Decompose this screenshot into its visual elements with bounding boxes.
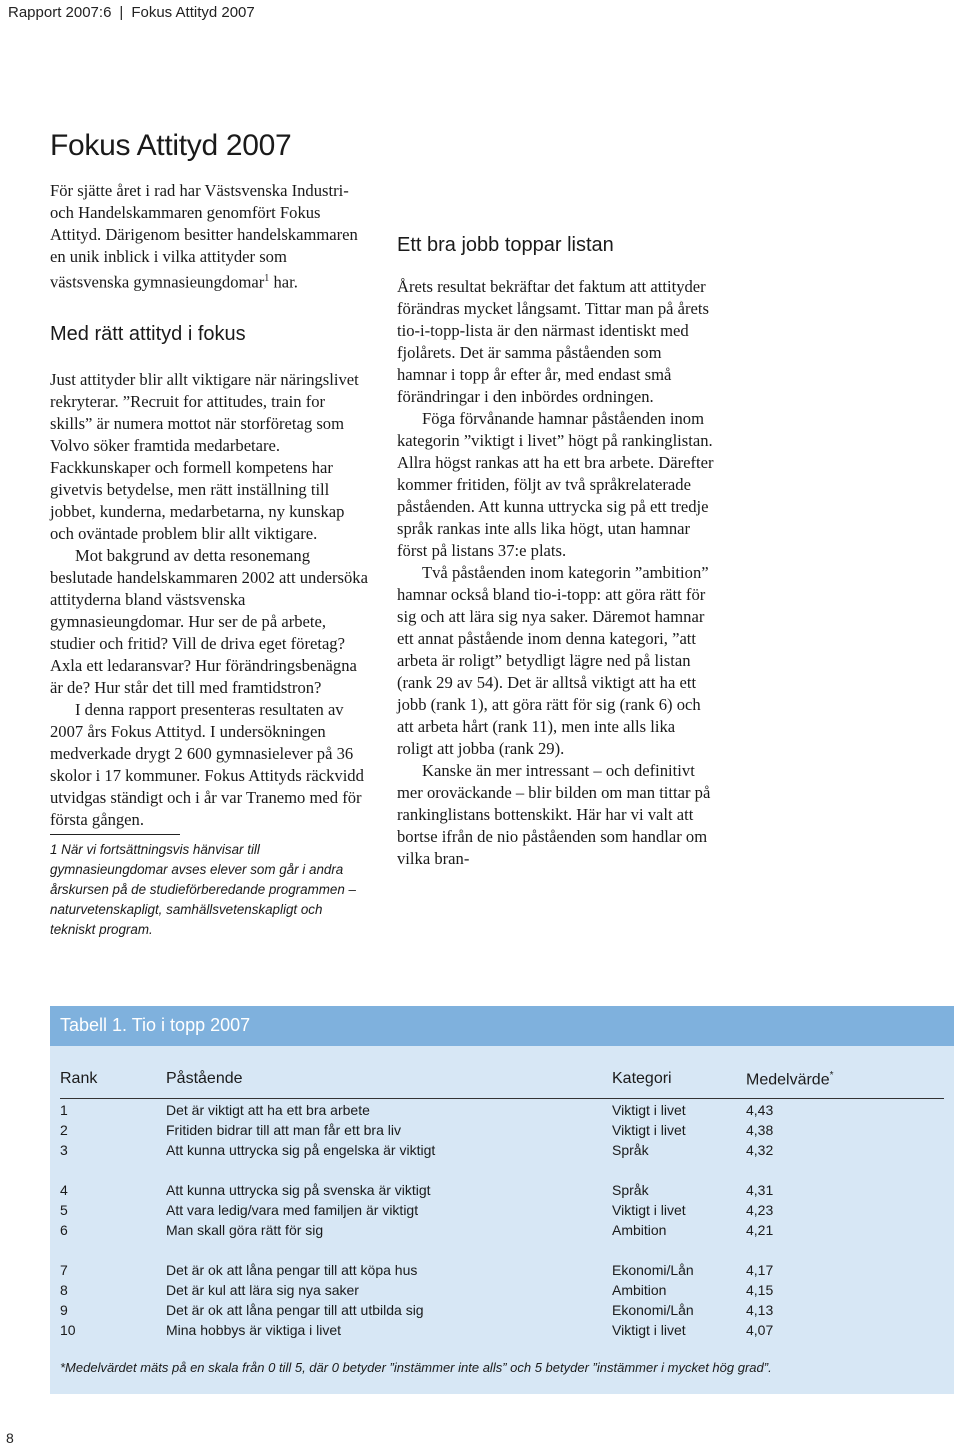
cell-category: Ambition <box>612 1282 667 1298</box>
intro-paragraph <box>50 180 368 294</box>
paragraph-report: I denna rapport presenteras resultaten av 2007 års Fokus Attityd. I undersökningen medverkade drygt 2 600 gymnasielever på 36 skolor i 17 kommuner. Fokus Attityds räckvidd utvidgas ständigt och i år var Tranemo med för första gången. <box>50 699 364 829</box>
cell-statement: Mina hobbys är viktiga i livet <box>166 1322 342 1338</box>
cell-category: Viktigt i livet <box>612 1202 686 1218</box>
cell-mean: 4,38 <box>746 1122 774 1138</box>
cell-mean: 4,15 <box>746 1282 774 1298</box>
cell-statement: Det är ok att låna pengar till att köpa hus <box>166 1262 418 1278</box>
column-header-statement: Påstående <box>166 1070 243 1087</box>
cell-category: Ekonomi/Lån <box>612 1302 694 1318</box>
cell-statement: Det är kul att lära sig nya saker <box>166 1282 359 1298</box>
cell-category: Ekonomi/Lån <box>612 1262 694 1278</box>
cell-mean: 4,21 <box>746 1222 774 1238</box>
cell-mean: 4,17 <box>746 1262 774 1278</box>
table-box <box>50 1006 954 1394</box>
cell-statement: Man skall göra rätt för sig <box>166 1222 324 1238</box>
cell-rank: 1 <box>60 1102 68 1118</box>
mean-header-label: Medelvärde <box>746 1071 830 1089</box>
cell-rank: 2 <box>60 1122 68 1138</box>
cell-statement: Att kunna uttrycka sig på engelska är viktigt <box>166 1142 436 1158</box>
header-rule <box>60 1098 944 1099</box>
paragraph-bottom: Kanske än mer intressant – och definitivt mer oroväckande – blir bilden om man tittar på rankinglistans bottenskikt. Här har vi valt att bortse ifrån de nio påståenden som handlar om vilka bran- <box>397 761 711 868</box>
cell-mean: 4,43 <box>746 1102 774 1118</box>
footnote-rule <box>50 834 180 835</box>
left-column <box>50 128 368 829</box>
paragraph-ranking: Föga förvånande hamnar påståenden inom kategorin ”viktigt i livet” högt på rankinglistan. Allra högst rankas att ha ett bra arbete. Därefter kommer fritiden, följt av två språkrelaterade påståenden. Att kunna uttrycka sig på ett tredje språk rankas inte alls lika högt, utan hamnar först på listans 37:e plats. <box>397 409 714 560</box>
paragraph-ambition: Två påståenden inom kategorin ”ambition” hamnar också bland tio-i-topp: att göra rätt för sig och att lära sig nya saker. Däremot hamnar ett annat påstående inom denna kategori, ”att arbeta är roligt” betydligt lägre ned på listan (rank 29 av 54). Det är alltså viktigt att ha ett jobb (rank 1), att göra rätt för sig (rank 6) och att arbeta hårt (rank 11), men inte alls lika roligt att jobba (rank 29). <box>397 563 709 758</box>
intro-text-end: har. <box>269 272 298 292</box>
cell-rank: 8 <box>60 1282 68 1298</box>
cell-rank: 7 <box>60 1262 68 1278</box>
header-separator: | <box>119 4 124 21</box>
paragraph-background: Mot bakgrund av detta resonemang beslutade handelskammaren 2002 att undersöka attityderna bland västsvenska gymnasieungdomar. Hur ser de på arbete, studier och fritid? Vill de driva eget företag? Axla ett ledaransvar? Hur förändringsbenägna är de? Hur står det till med framtidstron? <box>50 545 368 697</box>
intro-text: För sjätte året i rad har Västsvenska Industri- och Handelskammaren genomfört Fokus Attityd. Därigenom besitter handelskammaren en unik inblick i vilka attityder som västsvenska gymnasieungdomar <box>50 181 358 292</box>
table-note: *Medelvärdet mäts på en skala från 0 till 5, där 0 betyder ”instämmer inte alls” och 5 betyder ”instämmer i mycket hög grad”. <box>60 1360 772 1375</box>
footnote: 1 När vi fortsättningsvis hänvisar till gymnasieungdomar avses elever som går i andra årskursen på de studieförberedande programmen – naturvetenskapligt, samhällsvetenskapligt och tekniskt program. <box>50 842 356 937</box>
mean-header-asterisk: * <box>829 1070 834 1081</box>
paragraph-attitudes: Just attityder blir allt viktigare när näringslivet rekryterar. ”Recruit for attitudes, train for skills” är numera mottot när storföretag som Volvo söker framtida medarbetare. Fackkunskaper och formell kompetens har givetvis betydelse, men rätt inställning till jobbet, kunderna, medarbetarna, ny kunskap och oväntade problem blir allt viktigare. <box>50 369 359 543</box>
cell-category: Viktigt i livet <box>612 1102 686 1118</box>
cell-mean: 4,32 <box>746 1142 774 1158</box>
table-title: Tabell 1. Tio i topp 2007 <box>60 1015 251 1035</box>
cell-statement: Det är ok att låna pengar till att utbilda sig <box>166 1302 424 1318</box>
paragraph-results: Årets resultat bekräftar det faktum att attityder förändras mycket långsamt. Tittar man på årets tio-i-topp-lista är den närmast identiskt med fjolårets. Det är samma påståenden som hamnar i topp år efter år, med endast små förändringar i den inbördes ordningen. <box>397 277 709 406</box>
article-title: Fokus Attityd 2007 <box>50 129 292 162</box>
section-heading-attitude: Med rätt attityd i fokus <box>50 322 246 345</box>
cell-rank: 10 <box>60 1322 76 1338</box>
table-header-band <box>50 1006 954 1046</box>
report-section: Fokus Attityd 2007 <box>131 4 255 21</box>
column-header-mean <box>746 1070 834 1089</box>
cell-statement: Det är viktigt att ha ett bra arbete <box>166 1102 370 1118</box>
cell-category: Språk <box>612 1142 649 1158</box>
cell-rank: 9 <box>60 1302 68 1318</box>
cell-rank: 4 <box>60 1182 68 1198</box>
column-header-rank: Rank <box>60 1070 98 1087</box>
cell-statement: Fritiden bidrar till att man får ett bra liv <box>166 1122 401 1138</box>
cell-category: Viktigt i livet <box>612 1122 686 1138</box>
cell-rank: 5 <box>60 1202 68 1218</box>
page-number: 8 <box>6 1430 14 1446</box>
cell-category: Språk <box>612 1182 649 1198</box>
cell-rank: 3 <box>60 1142 68 1158</box>
column-header-category: Kategori <box>612 1070 672 1087</box>
cell-statement: Att kunna uttrycka sig på svenska är viktigt <box>166 1182 431 1198</box>
right-column <box>397 128 715 870</box>
cell-category: Viktigt i livet <box>612 1322 686 1338</box>
running-head <box>8 4 255 21</box>
cell-rank: 6 <box>60 1222 68 1238</box>
cell-mean: 4,07 <box>746 1322 774 1338</box>
cell-category: Ambition <box>612 1222 667 1238</box>
report-number: Rapport 2007:6 <box>8 4 112 21</box>
cell-mean: 4,13 <box>746 1302 774 1318</box>
section-heading-jobs: Ett bra jobb toppar listan <box>397 234 614 256</box>
cell-statement: Att vara ledig/vara med familjen är viktigt <box>166 1202 419 1218</box>
footnote-marker: 1 <box>264 273 270 284</box>
continued-text-window <box>397 128 715 216</box>
cell-mean: 4,23 <box>746 1202 774 1218</box>
cell-mean: 4,31 <box>746 1182 774 1198</box>
